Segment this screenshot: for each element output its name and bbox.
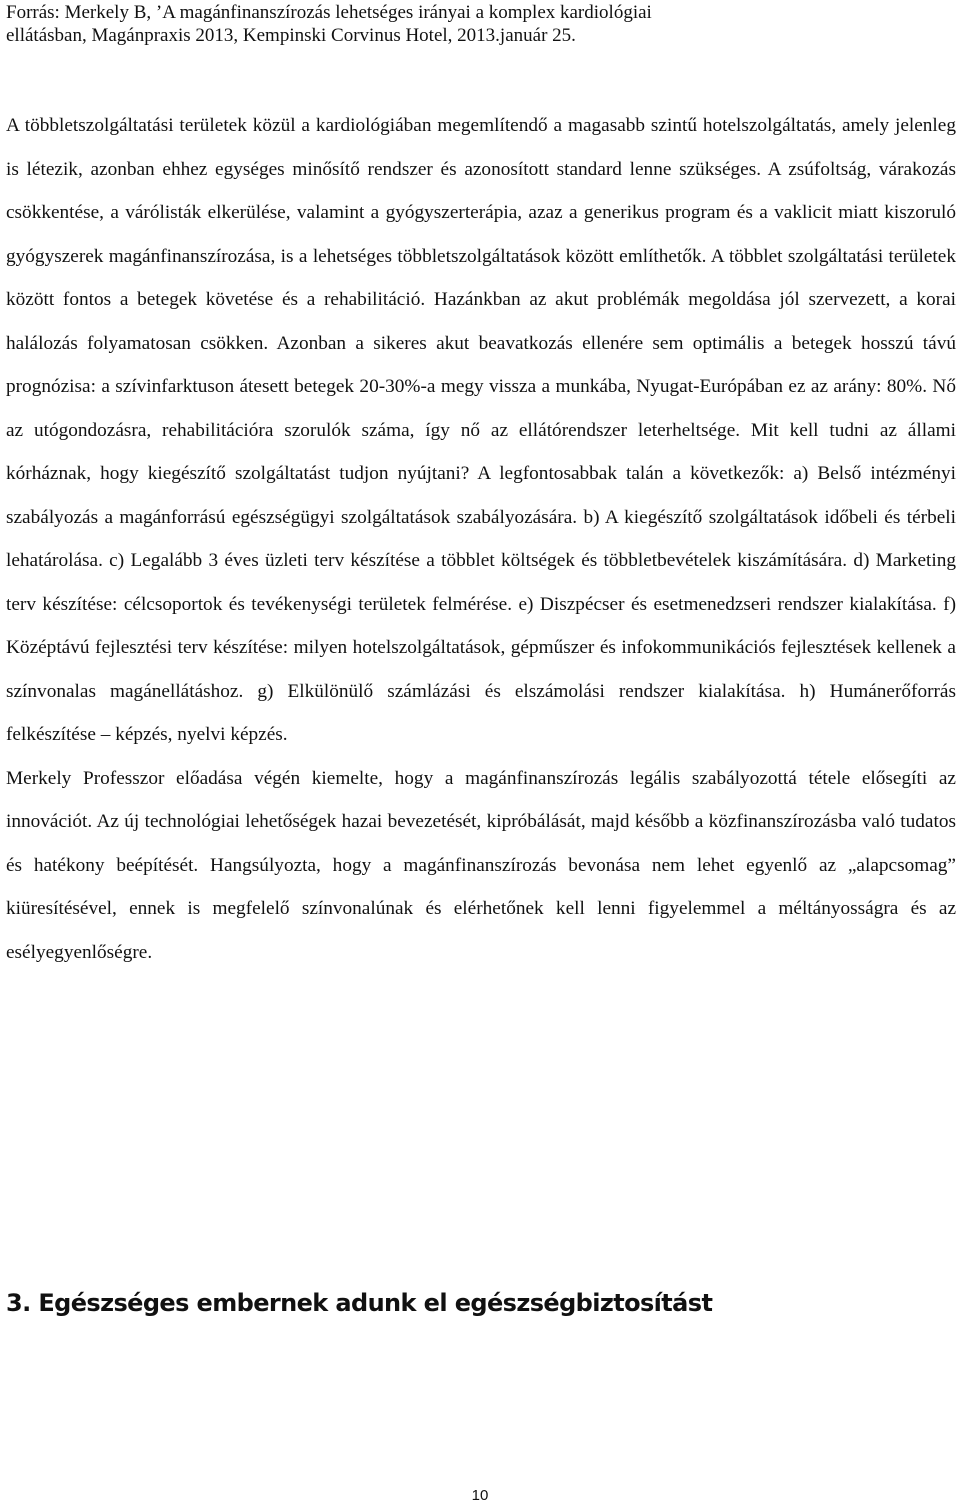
section-heading: 3. Egészséges embernek adunk el egészségbiztosítást [6, 1289, 713, 1317]
source-line-1: Forrás: Merkely B, ’A magánfinanszírozás lehetséges irányai a komplex kardiológiai [6, 2, 652, 23]
body-paragraph: A többletszolgáltatási területek közül a kardiológiában megemlítendő a magasabb szintű hotelszolgáltatás, amely jelenleg is létezik, azonban ehhez egységes minősítő rendszer és azonosított standard lenne szükséges. A zsúfoltság, várakozás csökkentése, a várólisták elkerülése, valamint a gyógyszerterápia, azaz a generikus program és a vaklicit miatt kiszoruló gyógyszerek magánfinanszírozása, is a lehetséges többletszolgáltatások között említhetők. A többlet szolgáltatási területek között fontos a betegek követése és a rehabilitáció. Hazánkban az akut problémák megoldása jól szervezett, a korai halálozás folyamatosan csökken. Azonban a sikeres akut beavatkozás ellenére sem optimális a betegek hosszú távú prognózisa: a szívinfarktuson átesett betegek 20-30%-a megy vissza a munkába, Nyugat-Európában ez az arány: 80%. Nő az utógondozásra, rehabilitációra szorulók száma, így nő az ellátórendszer leterheltsége. Mit kell tudni az állami kórháznak, hogy kiegészítő szolgáltatást tudjon nyújtani? A legfontosabbak talán a következők: a) Belső intézményi szabályozás a magánforrású egészségügyi szolgáltatások szabályozására. b) A kiegészítő szolgáltatások időbeli és térbeli lehatárolása. c) Legalább 3 éves üzleti terv készítése a többlet költségek és többletbevételek kiszámítására. d) Marketing terv készítése: célcsoportok és tevékenységi területek felmérése. e) Diszpécser és esetmenedzseri rendszer kialakítása. f) Középtávú fejlesztési terv készítése: milyen hotelszolgáltatások, gépműszer és infokommunikációs fejlesztések kellenek a színvonalas magánellátáshoz. g) Elkülönülő számlázási és elszámolási rendszer kialakítása. h) Humánerőforrás felkészítése – képzés, nyelvi képzés. [6, 115, 956, 745]
body-paragraph: Merkely Professzor előadása végén kiemelte, hogy a magánfinanszírozás legális szabályozottá tétele elősegíti az innovációt. Az új technológiai lehetőségek hazai bevezetését, kipróbálását, majd később a közfinanszírozásba való tudatos és hatékony beépítését. Hangsúlyozta, hogy a magánfinanszírozás bevonása nem lehet egyenlő az „alapcsomag” kiüresítésével, ennek is megfelelő színvonalúnak és elérhetőnek kell lenni figyelemmel a méltányosságra és az esélyegyenlőségre. [6, 767, 956, 963]
document-page [6, 0, 956, 974]
page-number: 10 [471, 1487, 489, 1504]
source-line-2: ellátásban, Magánpraxis 2013, Kempinski Corvinus Hotel, 2013.január 25. [6, 25, 576, 46]
source-citation [6, 0, 956, 47]
